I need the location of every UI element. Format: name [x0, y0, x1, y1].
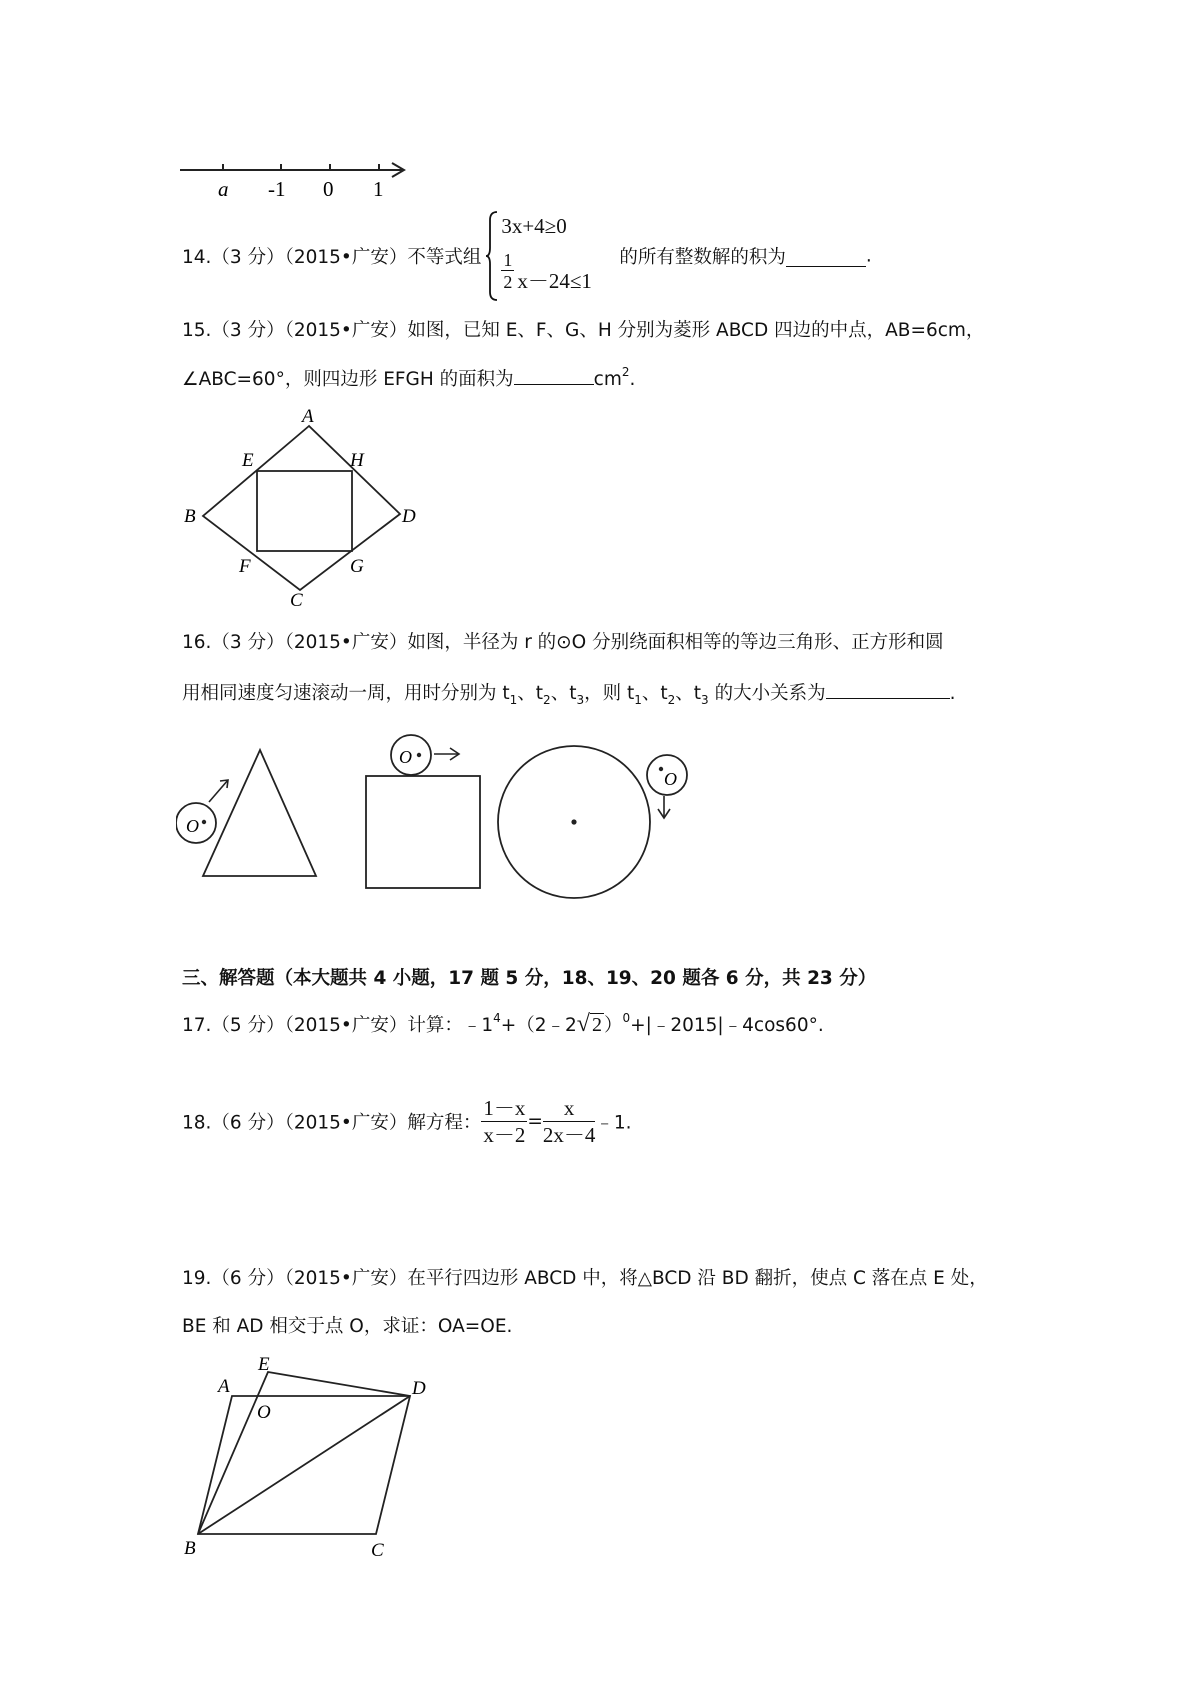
q16-line2-c: 的大小关系为: [708, 683, 826, 704]
section-3-heading: 三、解答题（本大题共 4 小题，17 题 5 分，18、19、20 题各 6 分，共 23 分）: [182, 968, 877, 989]
q16-answer-blank: [826, 678, 950, 699]
q17-rest: +|﹣2015|﹣4cos60°.: [630, 1015, 824, 1036]
q16-comma-4: 、t: [675, 683, 702, 704]
q17-sup-4: 4: [493, 1011, 501, 1025]
numberline-label-neg1: -1: [268, 177, 286, 201]
rhombus-figure: [176, 406, 416, 606]
parallelogram-figure: [176, 1352, 436, 1562]
q14-eq2-rest: x－24≤1: [517, 269, 592, 293]
rhombus-label-A: A: [302, 406, 314, 427]
numberline-label-a: a: [218, 177, 229, 201]
q14-inequality-system: [485, 210, 615, 302]
big-circle-small-circle-label-O: O: [664, 769, 677, 789]
rhombus-label-F: F: [239, 556, 251, 577]
parallelogram-label-C: C: [371, 1540, 384, 1561]
q14-suffix: 的所有整数解的积为: [619, 247, 786, 268]
q16-sub-1b: 1: [634, 693, 642, 707]
rhombus-label-E: E: [242, 450, 254, 471]
left-brace-icon: [485, 210, 499, 302]
q16-sub-2a: 2: [543, 693, 551, 707]
q16-comma-3: 、t: [641, 683, 668, 704]
rolling-circles-figure: [176, 720, 696, 920]
number-line-figure: [176, 150, 416, 202]
q16-sub-1a: 1: [509, 693, 518, 707]
square-circle-label-O: O: [399, 747, 412, 767]
q18-f1-den: x－2: [483, 1123, 526, 1147]
rhombus-label-C: C: [290, 590, 303, 606]
q14-end: .: [865, 245, 872, 267]
q19-line1: 19.（6 分）（2015•广安）在平行四边形 ABCD 中，将△BCD 沿 BD 翻折，使点 C 落在点 E 处，: [182, 1268, 988, 1289]
parallelogram-label-D: D: [412, 1378, 426, 1399]
q18-rest: ﹣1.: [595, 1112, 632, 1134]
q18-f1-num: 1－x: [483, 1096, 526, 1120]
q17-close: ）: [603, 1015, 623, 1036]
q18-equals: =: [527, 1111, 543, 1132]
q16-sub-3a: 3: [576, 693, 585, 707]
q16-end: .: [949, 683, 956, 704]
sqrt-icon: √: [576, 1011, 590, 1037]
q16-line2-b: ，则 t: [584, 683, 635, 704]
q15-unit-sup: 2: [621, 365, 630, 379]
question-18: [182, 1095, 632, 1148]
q18-prefix: 18.（6 分）（2015•广安）解方程：: [182, 1112, 482, 1134]
q14-eq2-fraction: $\frac{1}{2}$: [503, 250, 513, 292]
q16-comma-1: 、t: [517, 683, 544, 704]
q17-mid: +（2﹣2: [500, 1015, 577, 1036]
parallelogram-label-A: A: [218, 1376, 230, 1397]
parallelogram-label-O: O: [257, 1402, 271, 1423]
rhombus-label-H: H: [350, 450, 364, 471]
question-14: [182, 210, 872, 302]
question-17: [182, 1012, 824, 1040]
rhombus-label-D: D: [402, 506, 416, 527]
q16-sub-2b: 2: [667, 693, 676, 707]
q14-prefix: 14.（3 分）（2015•广安）不等式组: [182, 247, 482, 268]
q15-answer-blank: [514, 364, 594, 385]
q16-line2-a: 用相同速度匀速滚动一周，用时分别为 t: [182, 683, 510, 704]
q18-f2-num: x: [543, 1095, 596, 1122]
parallelogram-label-E: E: [258, 1354, 270, 1375]
q14-answer-blank: [786, 246, 866, 267]
q16-line1: 16.（3 分）（2015•广安）如图，半径为 r 的⊙O 分别绕面积相等的等边三角形、正方形和圆: [182, 632, 944, 653]
q15-line1: 15.（3 分）（2015•广安）如图，已知 E、F、G、H 分别为菱形 ABCD 四边的中点，AB=6cm，: [182, 320, 985, 341]
q15-line2-text: ∠ABC=60°，则四边形 EFGH 的面积为: [182, 369, 514, 390]
q17-sup-0: 0: [622, 1011, 631, 1025]
q15-end: .: [629, 369, 636, 390]
q18-fraction-2: [543, 1095, 596, 1148]
numberline-label-1: 1: [373, 177, 384, 201]
q14-eq1: 3x+4≥0: [501, 214, 567, 238]
q16-comma-2: 、t: [550, 683, 577, 704]
rhombus-label-B: B: [184, 506, 196, 527]
parallelogram-label-B: B: [184, 1538, 196, 1559]
q18-f2-den: 2x－4: [542, 1123, 596, 1147]
q18-fraction-1: [481, 1095, 527, 1148]
triangle-circle-label-O: O: [186, 816, 199, 836]
q17-sqrt-arg: 2: [591, 1014, 602, 1036]
rhombus-label-G: G: [350, 556, 364, 577]
q17-prefix: 17.（5 分）（2015•广安）计算：﹣1: [182, 1015, 494, 1036]
q15-unit: cm: [593, 369, 622, 390]
numberline-label-0: 0: [323, 177, 334, 201]
q16-sub-3b: 3: [701, 693, 709, 707]
q15-line2: [182, 364, 635, 394]
q16-line2: [182, 678, 955, 708]
q19-line2: BE 和 AD 相交于点 O，求证：OA=OE.: [182, 1316, 513, 1337]
